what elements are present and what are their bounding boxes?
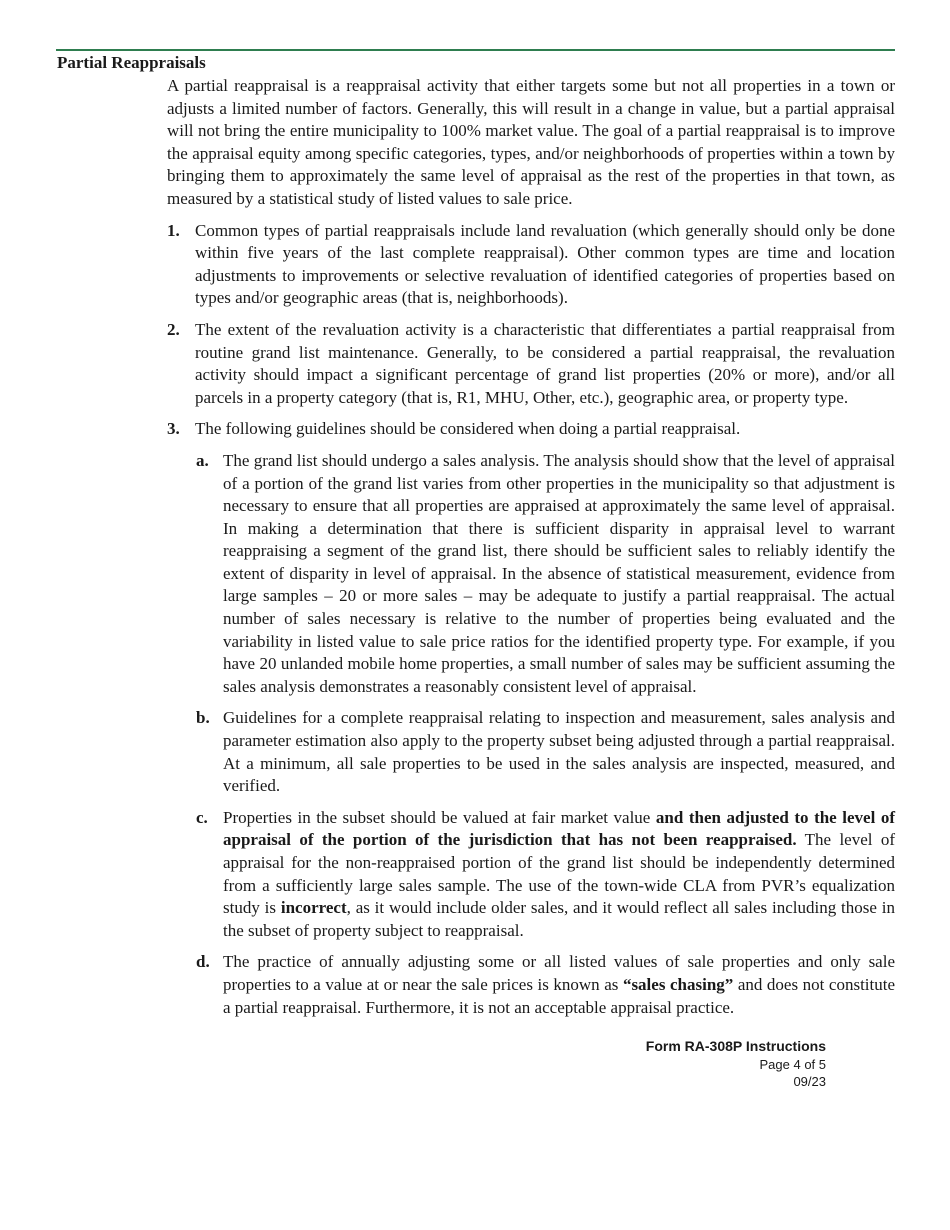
list-item-text: Common types of partial reappraisals include land revaluation (which generally should only be done within five years of the last complete reappraisal). Other common types are time and location adjustments to improvements or selective revaluation of identified categories of properties based on types and/or geographic areas (that is, neighborhoods). [195, 220, 895, 308]
sub-item-d [196, 951, 895, 1019]
form-name: Form RA-308P Instructions [645, 1038, 826, 1054]
list-number: 3. [167, 419, 180, 439]
revision-date: 09/23 [793, 1074, 826, 1089]
sub-item-c [196, 807, 895, 943]
emphasis-text: “sales chasing” [622, 974, 734, 994]
emphasis-text: incorrect [280, 898, 347, 918]
list-number: 1. [167, 220, 180, 240]
list-item-3 [167, 418, 895, 441]
text-run: The practice of annually adjusting some or all listed values of sale properties and only sale properties to a value at or near the sale prices is known as [223, 952, 895, 994]
sub-item-b [196, 707, 895, 797]
text-run: The level of appraisal for the non-reappraised portion of the grand list should be independently determined from a sufficiently large sales sample. The use of the town-wide CLA from PVR’s equalization study is [223, 830, 895, 918]
list-item-text: The extent of the revaluation activity is a characteristic that differentiates a partial reappraisal from routine grand list maintenance. Generally, to be considered a partial reappraisal, the revaluation activity should impact a significant percentage of grand list properties (20% or more), and/or all parcels in a property category (that is, R1, MHU, Other, etc.), geographic area, or property type. [195, 319, 895, 407]
list-item-1 [167, 220, 895, 310]
document-body [167, 75, 895, 1019]
sub-letter: b. [196, 708, 210, 728]
list-item-text: The following guidelines should be considered when doing a partial reappraisal. [195, 419, 741, 439]
intro-paragraph: A partial reappraisal is a reappraisal activity that either targets some but not all properties in a town or adjusts a limited number of factors. Generally, this will result in a change in value, but a partial appraisal will not bring the entire municipality to 100% market value. The goal of a partial reappraisal is to improve the appraisal equity among specific categories, types, and/or neighborhoods of properties within a town by bringing them to approximately the same level of appraisal as the rest of the properties in that town, as measured by a statistical study of listed values to sale price. [167, 76, 895, 208]
list-number: 2. [167, 319, 180, 339]
sub-letter: a. [196, 450, 209, 470]
sub-item-text [223, 807, 895, 943]
sub-letter: c. [196, 807, 208, 827]
sub-item-text [223, 951, 895, 1019]
text-run: Properties in the subset should be valued at fair market value [223, 807, 656, 827]
emphasis-text: and then adjusted to the level of appraisal of the portion of the jurisdiction that has not been reappraised. [223, 807, 895, 850]
text-run: and does not constitute a partial reappraisal. Furthermore, it is not an acceptable appraisal practice. [223, 974, 896, 1017]
page-footer [646, 1036, 826, 1090]
list-item-2 [167, 319, 895, 409]
guidelines-sublist [196, 450, 895, 1019]
sub-item-a [196, 450, 895, 699]
sub-letter: d. [196, 952, 210, 972]
sub-item-text: The grand list should undergo a sales analysis. The analysis should show that the level of appraisal of a portion of the grand list varies from other properties in the municipality so that adjustment is necessary to ensure that all properties are appraised at approximately the same level of appraisal. In making a determination that there is sufficient disparity in appraisal level to warrant reappraising a segment of the grand list, there should be sufficient sales to reliably identify the extent of disparity in level of appraisal. In the absence of statistical measurement, evidence from large samples – 20 or more sales – may be adequate to justify a partial reappraisal. The actual number of sales necessary is relative to the number of properties being evaluated and the variability in listed value to sale price ratios for the identified property type. For example, if you have 20 unlanded mobile home properties, a small number of sales may be sufficient assuming the sales analysis demonstrates a reasonably consistent level of appraisal. [223, 450, 895, 696]
page-number: Page 4 of 5 [759, 1057, 826, 1072]
text-run: , as it would include older sales, and it would reflect all sales including those in the subset of property subject to reappraisal. [223, 898, 895, 940]
sub-item-text: Guidelines for a complete reappraisal relating to inspection and measurement, sales analysis and parameter estimation also apply to the property subset being adjusted through a partial reappraisal. At a minimum, all sale properties to be used in the sales analysis are inspected, measured, and verified. [223, 708, 895, 796]
header-rule [56, 49, 895, 51]
section-title: Partial Reappraisals [57, 53, 206, 72]
